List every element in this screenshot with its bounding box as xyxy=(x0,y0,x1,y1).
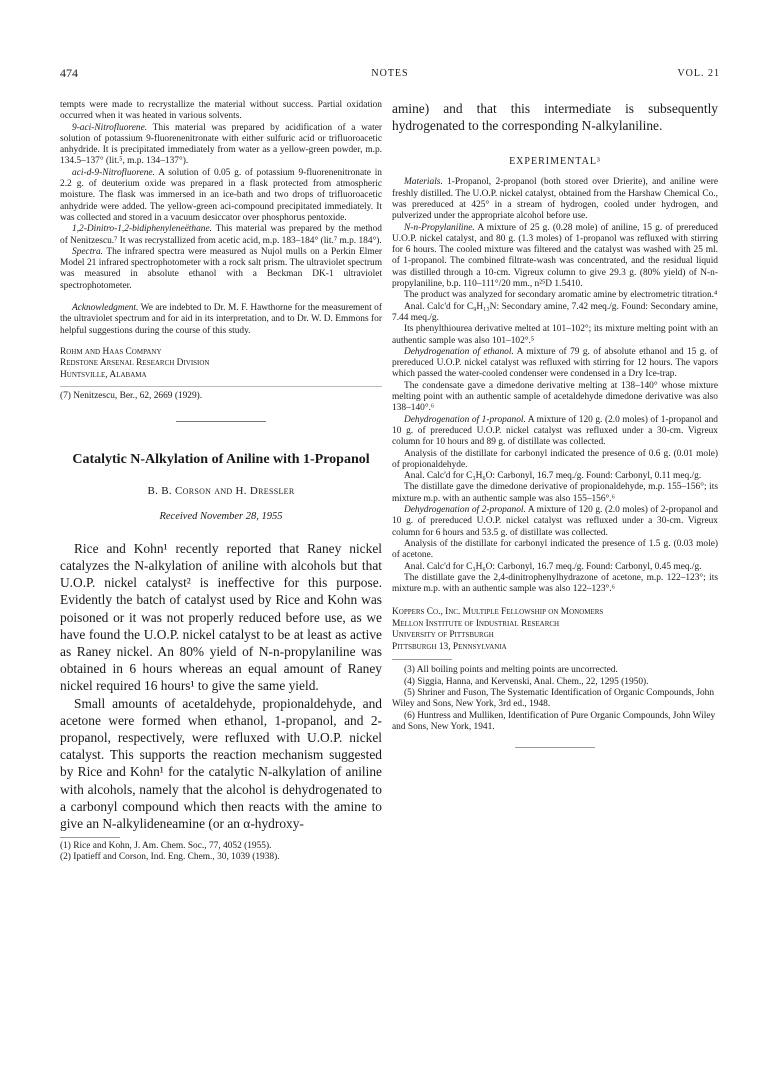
acknowledgment-text: We are indebted to Dr. M. F. Hawthorne for the measurement of the ultraviolet spectrum and for aid in its interpretation, and to Dr. W. D. Emmons for helpful suggestions during the course of this study. xyxy=(60,303,382,336)
footnote-3: (3) All boiling points and melting points are uncorrected. xyxy=(404,665,618,676)
analysis-acetone: Analysis of the distillate for carbonyl indicated the presence of 1.5 g. (0.03 mole) of acetone. xyxy=(392,538,718,561)
body-paragraph-2: Small amounts of acetaldehyde, propionaldehyde, and acetone were formed when ethanol, 1-propanol, and 2-propanol, respectively, were refluxed with U.O.P. nickel catalyst. This supports the reaction mechanism suggested by Rice and Kohn¹ for the catalytic N-alkylation of aniline with alcohols, namely that the alcohol is dehydrogenated to a carbonyl compound which then reacts with the amine to give an N-alkylideneamine (or an α-hydroxy- xyxy=(60,695,382,831)
dinitro-heading: 1,2-Dinitro-1,2-bidiphenyleneëthane. xyxy=(72,224,212,235)
npropyl-text: A mixture of 25 g. (0.28 mole) of aniline, 15 g. of prereduced U.O.P. nickel catalyst, and 80 g. (1.3 moles) of 1-propanol was refluxed with stirring for 6 hours. The cooled mixture was filtered and the catalyst was washed with 25 ml. of 1-propanol. The combined filtrate-wash was concentrated, and the residual liquid was distilled through a 10-cm. Vigreux column to give 29.3 g. (80% yield) of N-n-propylaniline, b.p. 110–111°/20 mm., n²⁵D 1.5410. xyxy=(392,222,718,290)
affiliation-line: Redstone Arsenal Research Division xyxy=(60,358,210,369)
analysis-propionaldehyde: Analysis of the distillate for carbonyl indicated the presence of 0.6 g. (0.01 mole) of propionaldehyde. xyxy=(392,448,718,470)
ethanol-text: A mixture of 79 g. of absolute ethanol and 15 g. of prereduced U.O.P. nickel catalyst was refluxed with stirring for 12 hours. The vapors which passed the water-cooled condenser were condensed in a Dry Ice-trap. xyxy=(392,346,718,380)
affiliation-line: Pittsburgh 13, Pennsylvania xyxy=(392,641,507,652)
body-continuation: amine) and that this intermediate is subsequently hydrogenated to the corresponding N-alkylaniline. xyxy=(392,101,718,134)
footnote-1: (1) Rice and Kohn, J. Am. Chem. Soc., 77, 4052 (1955). xyxy=(60,841,272,852)
nitrofluorene-text: This material was prepared by acidification of a water solution of potassium 9-fluorenenitronate with either sulfuric acid or trifluoroacetic anhydride. It is precipitated immediately from water as a yellow-green powder, m.p. 134.5–137° (lit.⁵, m.p. 134–137°). xyxy=(60,122,382,167)
propanol2-text: A mixture of 120 g. (2.0 moles) of 2-propanol and 10 g. of prereduced U.O.P. nickel catalyst was refluxed under a 30-cm. Vigreux column for 6 hours and 53.5 g. of distillate was collected. xyxy=(392,505,718,538)
analysis-amine: Anal. Calc'd for C₉H₁₃N: Secondary amine, 7.42 meq./g. Found: Secondary amine, 7.44 meq./g. xyxy=(392,301,718,323)
materials-paragraph xyxy=(392,177,718,222)
page-header xyxy=(60,66,720,82)
npropyl-heading: N-n-Propylaniline. xyxy=(404,222,475,233)
dinitro-paragraph xyxy=(60,224,382,247)
npropyl-paragraph xyxy=(392,223,718,291)
right-affiliation xyxy=(392,607,718,653)
nitrofluorene-heading: 9-aci-Nitrofluorene. xyxy=(72,122,148,133)
deutero-text: A solution of 0.05 g. of potassium 9-fluorenenitronate in 2.2 g. of deuterium oxide was prepared in a flask protected from atmospheric moisture. The flask was immersed in an ice-bath and two drops of trifluoroacetic anhydride were added. The yellow-green aci-compound precipitated immediately. It was collected and stored in a vacuum desiccator over phosphorus pentoxide. xyxy=(60,167,382,223)
propanol2-heading: Dehydrogenation of 2-propanol. xyxy=(404,505,526,516)
acknowledgment-heading: Acknowledgment. xyxy=(72,303,139,314)
section-title: NOTES xyxy=(371,68,409,79)
footnote-2: (2) Ipatieff and Corson, Ind. Eng. Chem., 30, 1039 (1938). xyxy=(60,852,280,863)
analysis-carbonyl-2: Anal. Calc'd for C₃H₆O: Carbonyl, 16.7 meq./g. Found: Carbonyl, 0.45 meq./g. xyxy=(404,561,702,572)
dinitro-text: This material was prepared by the method of Nenitzescu.⁷ It was recrystallized from acetic acid, m.p. 183–184° (lit.⁷ m.p. 184°). xyxy=(60,224,382,246)
acknowledgment-paragraph xyxy=(60,303,382,337)
volume-label: VOL. 21 xyxy=(677,68,720,79)
materials-heading: Materials. xyxy=(404,177,443,188)
body-paragraph-1: Rice and Kohn¹ recently reported that Raney nickel catalyzes the N-alkylation of aniline with alcohols but that U.O.P. nickel catalyst² is ineffective for this purpose. Evidently the batch of catalyst used by Rice and Kohn was poisoned or it was not properly reduced before use, as we have found the U.O.P. nickel catalyst to be at least as active as Raney nickel. An 80% yield of N-n-propylaniline was obtained in 6 hours whereas an equal amount of Raney nickel required 16 hours¹ to give the same yield. xyxy=(60,540,382,694)
page-number: 474 xyxy=(60,66,78,80)
carryover-paragraph: tempts were made to recrystallize the material without success. Partial oxidation occurred when it was heated in various solvents. xyxy=(60,100,382,122)
nitrofluorene-paragraph xyxy=(60,123,382,168)
right-column xyxy=(392,100,718,748)
footnote-divider xyxy=(60,386,382,387)
affiliation-line: Rohm and Haas Company xyxy=(60,346,162,357)
distillate-paragraph: The distillate gave the dimedone derivative of propionaldehyde, m.p. 155–156°; its mixture m.p. with an authentic sample was also 155–156°.⁶ xyxy=(392,482,718,504)
article-authors: B. B. Corson and H. Dressler xyxy=(147,484,295,497)
dnph-paragraph: The distillate gave the 2,4-dinitrophenylhydrazone of acetone, m.p. 122–123°; its mixture m.p. with an authentic sample was also 122–123°.⁶ xyxy=(392,572,718,595)
analysis-carbonyl-1: Anal. Calc'd for C₃H₆O: Carbonyl, 16.7 meq./g. Found: Carbonyl, 0.11 meq./g. xyxy=(404,471,702,482)
received-date: Received November 28, 1955 xyxy=(159,510,283,522)
footnote-divider xyxy=(60,837,120,838)
footnote-6: (6) Huntress and Mulliken, Identification of Pure Organic Compounds, John Wiley and Sons, New York, 1941. xyxy=(392,710,716,732)
affiliation-line: Mellon Institute of Industrial Research xyxy=(392,618,560,629)
spectra-text: The infrared spectra were measured as Nujol mulls on a Perkin Elmer Model 21 infrared spectrophotometer with a rock salt prism. The ultraviolet spectrum was measured in absolute ethanol with a Beckman DK-1 ultraviolet spectrophotometer. xyxy=(60,246,382,291)
spectra-paragraph xyxy=(60,247,382,292)
footnote-5: (5) Shriner and Fuson, The Systematic Identification of Organic Compounds, John Wiley and Sons, New York, 3rd ed., 1948. xyxy=(392,687,715,710)
propanol1-heading: Dehydrogenation of 1-propanol. xyxy=(404,414,526,425)
footnote-divider xyxy=(392,659,452,660)
product-paragraph: The product was analyzed for secondary aromatic amine by electrometric titration.⁴ xyxy=(404,290,718,301)
ethanol-paragraph xyxy=(392,347,718,381)
left-column xyxy=(60,100,382,864)
condensate-paragraph: The condensate gave a dimedone derivative melting at 138–140° whose mixture melting point with an authentic sample of acetaldehyde dimedone derivative was also 138–140°.⁶ xyxy=(392,380,718,414)
footnote-4: (4) Siggia, Hanna, and Kervenski, Anal. Chem., 22, 1295 (1950). xyxy=(404,676,649,687)
materials-text: 1-Propanol, 2-propanol (both stored over Drierite), and aniline were freshly distilled. The U.O.P. nickel catalyst, obtained from the Harshaw Chemical Co., was prereduced at 425° in a stream of hydrogen, cooled under hydrogen, and pulverized under the appropriate alcohol before use. xyxy=(392,177,718,222)
ethanol-heading: Dehydrogenation of ethanol. xyxy=(404,346,514,357)
spectra-heading: Spectra. xyxy=(72,246,103,257)
affiliation-line: Koppers Co., Inc. Multiple Fellowship on Monomers xyxy=(392,607,604,618)
experimental-heading: EXPERIMENTAL³ xyxy=(509,156,601,168)
thiourea-paragraph: Its phenylthiourea derivative melted at 101–102°; its mixture melting point with an authentic sample was also 101–102°.⁵ xyxy=(392,324,718,346)
deutero-heading: aci-d-9-Nitrofluorene. xyxy=(72,167,155,178)
deutero-paragraph xyxy=(60,168,382,224)
propanol1-text: A mixture of 120 g. (2.0 moles) of 1-propanol and 10 g. of prereduced U.O.P. nickel catalyst was refluxed under a 30-cm. Vigreux column for 10 hours and 89 g. of distillate was collected. xyxy=(392,414,718,448)
reference-7: (7) Nenitzescu, Ber., 62, 2669 (1929). xyxy=(60,391,203,402)
left-affiliation xyxy=(60,347,382,382)
propanol1-paragraph xyxy=(392,415,718,449)
article-title: Catalytic N-Alkylation of Aniline with 1-Propanol xyxy=(72,451,370,467)
end-divider xyxy=(515,747,595,748)
affiliation-line: University of Pittsburgh xyxy=(392,630,494,641)
article-divider xyxy=(176,421,266,422)
affiliation-line: Huntsville, Alabama xyxy=(60,369,147,380)
propanol2-paragraph xyxy=(392,505,718,539)
